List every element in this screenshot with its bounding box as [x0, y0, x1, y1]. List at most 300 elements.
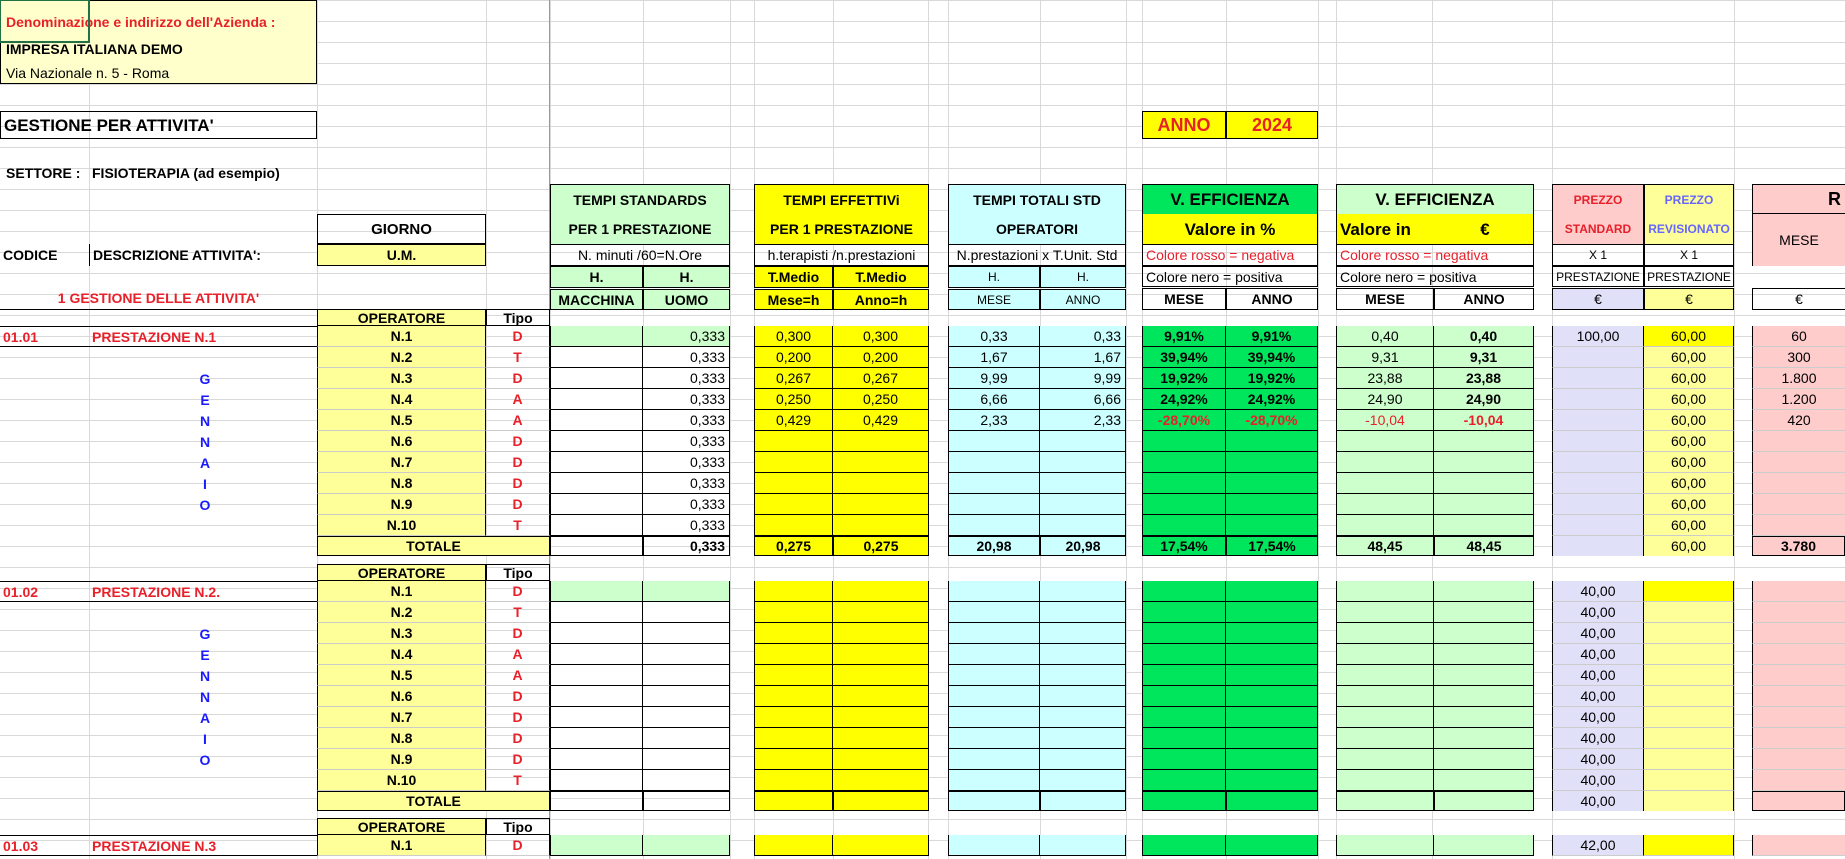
- ve-anno-cell[interactable]: 23,88: [1434, 368, 1534, 389]
- vp-h2[interactable]: Valore in %: [1142, 214, 1318, 244]
- price-standard-cell[interactable]: [1552, 452, 1644, 473]
- r-mese-cell[interactable]: [1752, 431, 1845, 452]
- section-name[interactable]: PRESTAZIONE N.2.: [89, 581, 317, 602]
- vp-mese-cell[interactable]: [1142, 473, 1226, 494]
- price-standard-cell[interactable]: 40,00: [1552, 644, 1644, 665]
- month-letter[interactable]: E: [200, 646, 210, 663]
- r-mese-cell[interactable]: [1752, 602, 1845, 623]
- std-uomo-cell[interactable]: 0,333: [643, 473, 730, 494]
- price-standard-cell[interactable]: [1552, 494, 1644, 515]
- vp-mese[interactable]: MESE: [1142, 288, 1226, 310]
- eff-h1[interactable]: TEMPI EFFETTIVi: [754, 184, 929, 214]
- ve-anno-cell[interactable]: [1434, 452, 1534, 473]
- tipo-cell[interactable]: D: [486, 749, 550, 770]
- price-standard-cell[interactable]: [1552, 515, 1644, 536]
- std-uomo-cell[interactable]: [643, 581, 730, 602]
- operator-cell[interactable]: N.7: [317, 707, 486, 728]
- std-macchina-cell[interactable]: [550, 581, 643, 602]
- tot-h2[interactable]: OPERATORI: [948, 214, 1126, 244]
- ve-anno-cell[interactable]: [1434, 770, 1534, 791]
- tot-anno-cell[interactable]: 6,66: [1040, 389, 1126, 410]
- r-h1[interactable]: R: [1752, 184, 1845, 214]
- ve-h4[interactable]: Colore nero = positiva: [1336, 266, 1534, 287]
- vp-anno-cell[interactable]: 9,91%: [1226, 326, 1318, 347]
- tot-mese-cell[interactable]: [948, 707, 1040, 728]
- ve-mese-cell[interactable]: [1336, 835, 1434, 856]
- vp-mese-cell[interactable]: [1142, 728, 1226, 749]
- std-macchina-cell[interactable]: [550, 728, 643, 749]
- tot-anno-cell[interactable]: [1040, 581, 1126, 602]
- std-macchina-cell[interactable]: [550, 707, 643, 728]
- vp-anno-cell[interactable]: [1226, 431, 1318, 452]
- operator-cell[interactable]: N.6: [317, 431, 486, 452]
- tot-h3[interactable]: N.prestazioni x T.Unit. Std: [948, 244, 1126, 266]
- std-uomo-total[interactable]: [643, 791, 730, 811]
- tipo-cell[interactable]: D: [486, 686, 550, 707]
- std-macchina-total[interactable]: [550, 536, 643, 556]
- vp-anno-cell[interactable]: [1226, 473, 1318, 494]
- vp-mese-cell[interactable]: [1142, 644, 1226, 665]
- vp-mese-cell[interactable]: [1142, 749, 1226, 770]
- selected-cell[interactable]: [0, 0, 89, 42]
- price-revised-cell[interactable]: [1644, 644, 1734, 665]
- eff-anno-cell[interactable]: [833, 686, 929, 707]
- ve-anno-cell[interactable]: [1434, 602, 1534, 623]
- price-standard-cell[interactable]: 40,00: [1552, 581, 1644, 602]
- month-letter[interactable]: N: [199, 667, 211, 684]
- price-standard-cell[interactable]: 40,00: [1552, 623, 1644, 644]
- tot-anno-cell[interactable]: [1040, 749, 1126, 770]
- section-code[interactable]: 01.01: [0, 326, 89, 347]
- vp-mese-cell[interactable]: 9,91%: [1142, 326, 1226, 347]
- ve-mese-cell[interactable]: -10,04: [1336, 410, 1434, 431]
- month-letter[interactable]: E: [200, 391, 210, 408]
- operator-cell[interactable]: N.7: [317, 452, 486, 473]
- pr-h3[interactable]: X 1: [1644, 244, 1734, 266]
- price-revised-cell[interactable]: 60,00: [1644, 515, 1734, 536]
- std-uomo-total[interactable]: 0,333: [643, 536, 730, 556]
- tot-mese-cell[interactable]: [948, 835, 1040, 856]
- ve-h2b[interactable]: €: [1480, 219, 1490, 239]
- r-mese-cell[interactable]: 420: [1752, 410, 1845, 431]
- r-mese-cell[interactable]: [1752, 581, 1845, 602]
- ve-mese-cell[interactable]: [1336, 770, 1434, 791]
- month-letter[interactable]: O: [199, 751, 211, 768]
- std-macchina-cell[interactable]: [550, 326, 643, 347]
- std-uomo-cell[interactable]: [643, 835, 730, 856]
- std-uomo-cell[interactable]: [643, 749, 730, 770]
- eff-mese-cell[interactable]: 0,300: [754, 326, 833, 347]
- vp-anno-cell[interactable]: 19,92%: [1226, 368, 1318, 389]
- ve-anno-cell[interactable]: [1434, 749, 1534, 770]
- vp-anno-cell[interactable]: [1226, 581, 1318, 602]
- r-h2[interactable]: MESE: [1752, 214, 1845, 266]
- operatore-header[interactable]: OPERATORE: [317, 818, 486, 835]
- ps-h5[interactable]: €: [1552, 288, 1644, 310]
- r-mese-cell[interactable]: 300: [1752, 347, 1845, 368]
- tot-anno-cell[interactable]: 2,33: [1040, 410, 1126, 431]
- r-mese-cell[interactable]: 1.800: [1752, 368, 1845, 389]
- operator-cell[interactable]: N.1: [317, 326, 486, 347]
- eff-mese-cell[interactable]: [754, 686, 833, 707]
- section-code[interactable]: 01.02: [0, 581, 89, 602]
- std-macchina-cell[interactable]: [550, 431, 643, 452]
- eff-mese-total[interactable]: 0,275: [754, 536, 833, 556]
- tipo-cell[interactable]: D: [486, 452, 550, 473]
- price-standard-cell[interactable]: [1552, 431, 1644, 452]
- eff-mese-cell[interactable]: [754, 431, 833, 452]
- operator-cell[interactable]: N.5: [317, 410, 486, 431]
- operatore-header[interactable]: OPERATORE: [317, 564, 486, 581]
- eff-anno-cell[interactable]: [833, 644, 929, 665]
- month-letter[interactable]: N: [199, 433, 211, 450]
- tot-mese-cell[interactable]: 6,66: [948, 389, 1040, 410]
- std-uomo-cell[interactable]: [643, 602, 730, 623]
- std-macchina-total[interactable]: [550, 791, 643, 811]
- eff-anno-cell[interactable]: [833, 770, 929, 791]
- std-hu1[interactable]: H.: [643, 266, 730, 288]
- std-macchina-cell[interactable]: [550, 665, 643, 686]
- anno-value[interactable]: 2024: [1226, 111, 1318, 139]
- tot-anno-total[interactable]: [1040, 791, 1126, 811]
- vp-anno-total[interactable]: 17,54%: [1226, 536, 1318, 556]
- eff-mese-cell[interactable]: 0,429: [754, 410, 833, 431]
- operator-cell[interactable]: N.8: [317, 728, 486, 749]
- ve-anno-cell[interactable]: [1434, 835, 1534, 856]
- price-revised-cell[interactable]: 60,00: [1644, 452, 1734, 473]
- eff-mese-cell[interactable]: [754, 749, 833, 770]
- month-letter[interactable]: A: [199, 454, 211, 471]
- ve-mese-total[interactable]: 48,45: [1336, 536, 1434, 556]
- tipo-cell[interactable]: A: [486, 665, 550, 686]
- eff-anno-cell[interactable]: [833, 452, 929, 473]
- price-revised-cell[interactable]: 60,00: [1644, 410, 1734, 431]
- tipo-cell[interactable]: T: [486, 770, 550, 791]
- price-standard-cell[interactable]: 40,00: [1552, 728, 1644, 749]
- tot-a2[interactable]: ANNO: [1040, 289, 1126, 310]
- eff-anno-cell[interactable]: 0,250: [833, 389, 929, 410]
- tot-mese-cell[interactable]: [948, 581, 1040, 602]
- vp-mese-total[interactable]: [1142, 791, 1226, 811]
- month-letter[interactable]: I: [203, 730, 207, 747]
- eff-anno-cell[interactable]: [833, 707, 929, 728]
- pr-h4[interactable]: PRESTAZIONE: [1644, 266, 1734, 287]
- vp-anno-total[interactable]: [1226, 791, 1318, 811]
- price-revised-cell[interactable]: [1644, 686, 1734, 707]
- price-revised-cell[interactable]: 60,00: [1644, 326, 1734, 347]
- r-mese-cell[interactable]: [1752, 835, 1845, 856]
- std-uomo-cell[interactable]: [643, 686, 730, 707]
- eff-anno-cell[interactable]: 0,267: [833, 368, 929, 389]
- eff-mese-cell[interactable]: [754, 515, 833, 536]
- ve-anno-cell[interactable]: 24,90: [1434, 389, 1534, 410]
- eff-mese-cell[interactable]: [754, 623, 833, 644]
- tot-anno-cell[interactable]: [1040, 452, 1126, 473]
- eff-a2[interactable]: Anno=h: [833, 289, 929, 310]
- operator-cell[interactable]: N.4: [317, 644, 486, 665]
- eff-mese-total[interactable]: [754, 791, 833, 811]
- eff-mese-cell[interactable]: [754, 835, 833, 856]
- tot-anno-cell[interactable]: [1040, 431, 1126, 452]
- std-macchina-cell[interactable]: [550, 347, 643, 368]
- tot-mese-cell[interactable]: [948, 749, 1040, 770]
- tot-anno-cell[interactable]: [1040, 473, 1126, 494]
- ve-anno-cell[interactable]: [1434, 707, 1534, 728]
- settore-label[interactable]: SETTORE :: [6, 165, 81, 181]
- tot-anno-cell[interactable]: 9,99: [1040, 368, 1126, 389]
- pr-h5[interactable]: €: [1644, 288, 1734, 310]
- std-uomo-cell[interactable]: 0,333: [643, 326, 730, 347]
- ve-mese-cell[interactable]: [1336, 473, 1434, 494]
- r-mese-cell[interactable]: [1752, 707, 1845, 728]
- tot-mese-cell[interactable]: [948, 494, 1040, 515]
- std-uomo-cell[interactable]: [643, 728, 730, 749]
- r-mese-cell[interactable]: [1752, 728, 1845, 749]
- operator-cell[interactable]: N.9: [317, 494, 486, 515]
- price-standard-cell[interactable]: 40,00: [1552, 602, 1644, 623]
- std-macchina-cell[interactable]: [550, 473, 643, 494]
- ve-anno[interactable]: ANNO: [1434, 288, 1534, 310]
- std-uomo-cell[interactable]: 0,333: [643, 452, 730, 473]
- price-revised-cell[interactable]: 60,00: [1644, 431, 1734, 452]
- eff-anno-cell[interactable]: 0,429: [833, 410, 929, 431]
- r-mese-total[interactable]: 3.780: [1752, 536, 1845, 556]
- std-macchina-cell[interactable]: [550, 644, 643, 665]
- eff-anno-cell[interactable]: [833, 749, 929, 770]
- eff-anno-cell[interactable]: [833, 431, 929, 452]
- r-mese-cell[interactable]: [1752, 515, 1845, 536]
- eff-anno-cell[interactable]: [833, 665, 929, 686]
- tot-h1[interactable]: TEMPI TOTALI STD: [948, 184, 1126, 214]
- price-standard-cell[interactable]: [1552, 389, 1644, 410]
- price-revised-total[interactable]: [1644, 791, 1734, 811]
- vp-mese-cell[interactable]: [1142, 452, 1226, 473]
- tot-anno-cell[interactable]: [1040, 686, 1126, 707]
- eff-mese-cell[interactable]: [754, 494, 833, 515]
- price-revised-cell[interactable]: 60,00: [1644, 494, 1734, 515]
- std-macchina-cell[interactable]: [550, 686, 643, 707]
- vp-anno-cell[interactable]: [1226, 835, 1318, 856]
- totale-label[interactable]: TOTALE: [317, 791, 550, 811]
- price-standard-cell[interactable]: 40,00: [1552, 686, 1644, 707]
- vp-anno-cell[interactable]: [1226, 494, 1318, 515]
- vp-mese-cell[interactable]: [1142, 494, 1226, 515]
- tipo-cell[interactable]: D: [486, 835, 550, 856]
- tot-mese-cell[interactable]: [948, 644, 1040, 665]
- ve-anno-cell[interactable]: [1434, 686, 1534, 707]
- std-uomo-cell[interactable]: [643, 623, 730, 644]
- month-letter[interactable]: A: [199, 709, 211, 726]
- ps-h1[interactable]: PREZZO: [1552, 184, 1644, 214]
- price-standard-cell[interactable]: 40,00: [1552, 707, 1644, 728]
- eff-m1[interactable]: T.Medio: [754, 266, 833, 288]
- eff-a1[interactable]: T.Medio: [833, 266, 929, 288]
- vp-mese-cell[interactable]: [1142, 665, 1226, 686]
- std-macchina-cell[interactable]: [550, 515, 643, 536]
- price-standard-cell[interactable]: [1552, 368, 1644, 389]
- tot-mese-cell[interactable]: [948, 665, 1040, 686]
- tot-mese-cell[interactable]: [948, 452, 1040, 473]
- tot-mese-cell[interactable]: [948, 515, 1040, 536]
- tipo-cell[interactable]: A: [486, 389, 550, 410]
- eff-mese-cell[interactable]: [754, 707, 833, 728]
- tot-mese-cell[interactable]: [948, 728, 1040, 749]
- eff-anno-total[interactable]: 0,275: [833, 536, 929, 556]
- tipo-cell[interactable]: D: [486, 494, 550, 515]
- std-uomo-cell[interactable]: 0,333: [643, 368, 730, 389]
- ve-h1[interactable]: V. EFFICIENZA: [1336, 184, 1534, 214]
- vp-mese-cell[interactable]: 24,92%: [1142, 389, 1226, 410]
- ve-mese-cell[interactable]: 0,40: [1336, 326, 1434, 347]
- tipo-cell[interactable]: D: [486, 623, 550, 644]
- eff-mese-cell[interactable]: [754, 452, 833, 473]
- ps-h4[interactable]: PRESTAZIONE: [1552, 266, 1644, 287]
- r-mese-cell[interactable]: 60: [1752, 326, 1845, 347]
- std-macchina-cell[interactable]: [550, 835, 643, 856]
- std-uomo-cell[interactable]: 0,333: [643, 347, 730, 368]
- ve-mese-cell[interactable]: [1336, 728, 1434, 749]
- tipo-cell[interactable]: D: [486, 431, 550, 452]
- std-h3[interactable]: N. minuti /60=N.Ore: [550, 244, 730, 266]
- vp-anno-cell[interactable]: [1226, 707, 1318, 728]
- ve-anno-total[interactable]: 48,45: [1434, 536, 1534, 556]
- anno-label[interactable]: ANNO: [1142, 111, 1226, 139]
- vp-anno-cell[interactable]: [1226, 770, 1318, 791]
- r-mese-cell[interactable]: [1752, 770, 1845, 791]
- r-mese-cell[interactable]: [1752, 749, 1845, 770]
- vp-mese-cell[interactable]: [1142, 431, 1226, 452]
- ve-anno-cell[interactable]: [1434, 665, 1534, 686]
- ve-anno-cell[interactable]: 9,31: [1434, 347, 1534, 368]
- vp-anno-cell[interactable]: 24,92%: [1226, 389, 1318, 410]
- price-standard-cell[interactable]: 40,00: [1552, 749, 1644, 770]
- tot-anno-cell[interactable]: [1040, 623, 1126, 644]
- vp-anno-cell[interactable]: [1226, 515, 1318, 536]
- std-macchina-cell[interactable]: [550, 770, 643, 791]
- operator-cell[interactable]: N.10: [317, 515, 486, 536]
- std-hm2[interactable]: MACCHINA: [550, 289, 643, 310]
- ve-h3[interactable]: Colore rosso = negativa: [1336, 244, 1534, 266]
- eff-anno-cell[interactable]: [833, 581, 929, 602]
- eff-mese-cell[interactable]: 0,200: [754, 347, 833, 368]
- vp-mese-cell[interactable]: [1142, 602, 1226, 623]
- um-header[interactable]: U.M.: [317, 244, 486, 266]
- operator-cell[interactable]: N.3: [317, 368, 486, 389]
- ps-h2[interactable]: STANDARD: [1552, 214, 1644, 244]
- price-standard-cell[interactable]: 40,00: [1552, 770, 1644, 791]
- tot-mese-cell[interactable]: 2,33: [948, 410, 1040, 431]
- ve-mese-cell[interactable]: [1336, 494, 1434, 515]
- price-revised-cell[interactable]: [1644, 707, 1734, 728]
- tipo-cell[interactable]: D: [486, 728, 550, 749]
- company-name[interactable]: IMPRESA ITALIANA DEMO: [6, 41, 183, 57]
- ve-mese[interactable]: MESE: [1336, 288, 1434, 310]
- tot-anno-cell[interactable]: 0,33: [1040, 326, 1126, 347]
- company-address[interactable]: Via Nazionale n. 5 - Roma: [6, 65, 170, 81]
- month-letter[interactable]: G: [199, 370, 211, 387]
- tipo-cell[interactable]: D: [486, 707, 550, 728]
- eff-anno-cell[interactable]: 0,300: [833, 326, 929, 347]
- tot-mese-cell[interactable]: [948, 431, 1040, 452]
- tipo-cell[interactable]: D: [486, 326, 550, 347]
- month-letter[interactable]: I: [203, 475, 207, 492]
- ve-mese-cell[interactable]: [1336, 431, 1434, 452]
- std-macchina-cell[interactable]: [550, 452, 643, 473]
- ve-anno-cell[interactable]: [1434, 623, 1534, 644]
- page-title[interactable]: GESTIONE PER ATTIVITA': [0, 111, 317, 139]
- vp-anno-cell[interactable]: [1226, 749, 1318, 770]
- ve-anno-cell[interactable]: [1434, 431, 1534, 452]
- vp-h4[interactable]: Colore nero = positiva: [1142, 266, 1318, 287]
- vp-mese-cell[interactable]: [1142, 835, 1226, 856]
- ve-anno-cell[interactable]: [1434, 473, 1534, 494]
- eff-mese-cell[interactable]: [754, 602, 833, 623]
- operatore-header[interactable]: OPERATORE: [317, 309, 486, 326]
- operator-cell[interactable]: N.2: [317, 347, 486, 368]
- vp-mese-cell[interactable]: [1142, 623, 1226, 644]
- ve-anno-cell[interactable]: [1434, 644, 1534, 665]
- operator-cell[interactable]: N.6: [317, 686, 486, 707]
- tot-mese-cell[interactable]: 1,67: [948, 347, 1040, 368]
- eff-anno-cell[interactable]: [833, 494, 929, 515]
- price-revised-cell[interactable]: [1644, 728, 1734, 749]
- eff-anno-cell[interactable]: [833, 602, 929, 623]
- pr-h2[interactable]: REVISIONATO: [1644, 214, 1734, 244]
- r-mese-total[interactable]: [1752, 791, 1845, 811]
- tot-anno-cell[interactable]: [1040, 665, 1126, 686]
- tot-anno-cell[interactable]: [1040, 515, 1126, 536]
- price-revised-cell[interactable]: [1644, 749, 1734, 770]
- tipo-header[interactable]: Tipo: [486, 309, 550, 326]
- eff-mese-cell[interactable]: [754, 665, 833, 686]
- price-revised-cell[interactable]: [1644, 835, 1734, 856]
- tot-anno-total[interactable]: 20,98: [1040, 536, 1126, 556]
- eff-mese-cell[interactable]: [754, 644, 833, 665]
- tot-mese-cell[interactable]: [948, 686, 1040, 707]
- ve-mese-cell[interactable]: [1336, 686, 1434, 707]
- std-hu2[interactable]: UOMO: [643, 289, 730, 310]
- price-standard-cell[interactable]: [1552, 410, 1644, 431]
- price-standard-cell[interactable]: 100,00: [1552, 326, 1644, 347]
- price-standard-total[interactable]: 40,00: [1552, 791, 1644, 811]
- tot-anno-cell[interactable]: [1040, 494, 1126, 515]
- eff-h2[interactable]: PER 1 PRESTAZIONE: [754, 214, 929, 244]
- r-mese-cell[interactable]: [1752, 644, 1845, 665]
- tot-anno-cell[interactable]: [1040, 770, 1126, 791]
- ps-h3[interactable]: X 1: [1552, 244, 1644, 266]
- tipo-cell[interactable]: A: [486, 644, 550, 665]
- vp-mese-cell[interactable]: [1142, 515, 1226, 536]
- ve-mese-cell[interactable]: 24,90: [1336, 389, 1434, 410]
- price-revised-cell[interactable]: 60,00: [1644, 473, 1734, 494]
- tipo-header[interactable]: Tipo: [486, 818, 550, 835]
- ve-mese-cell[interactable]: [1336, 644, 1434, 665]
- std-uomo-cell[interactable]: 0,333: [643, 515, 730, 536]
- vp-anno-cell[interactable]: [1226, 686, 1318, 707]
- month-letter[interactable]: G: [199, 625, 211, 642]
- vp-anno[interactable]: ANNO: [1226, 288, 1318, 310]
- vp-mese-cell[interactable]: [1142, 581, 1226, 602]
- tot-mese-cell[interactable]: [948, 602, 1040, 623]
- ve-anno-cell[interactable]: [1434, 581, 1534, 602]
- section-code[interactable]: 01.03: [0, 835, 89, 856]
- price-revised-cell[interactable]: [1644, 602, 1734, 623]
- operator-cell[interactable]: N.4: [317, 389, 486, 410]
- std-macchina-cell[interactable]: [550, 494, 643, 515]
- ve-anno-cell[interactable]: [1434, 728, 1534, 749]
- price-revised-cell[interactable]: 60,00: [1644, 389, 1734, 410]
- vp-h3[interactable]: Colore rosso = negativa: [1142, 244, 1318, 266]
